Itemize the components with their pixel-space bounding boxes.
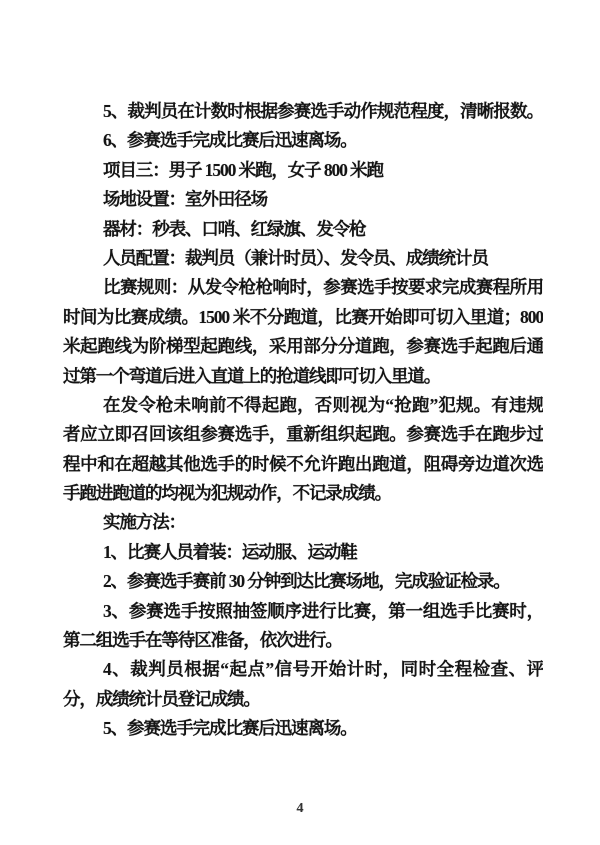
text-line: 4、裁判员根据“起点”信号开始计时，同时全程检查、评: [103, 659, 543, 680]
text-line: 2、参赛选手赛前 30 分钟到达比赛场地，完成验证检录。: [103, 571, 510, 592]
text-line: 5、参赛选手完成比赛后迅速离场。: [103, 718, 357, 739]
text-line: 1、比赛人员着装：运动服、运动鞋: [103, 541, 357, 562]
text-line: 米起跑线为阶梯型起跑线，采用部分分道跑，参赛选手起跑后通: [63, 336, 543, 357]
text-line: 人员配置：裁判员（兼计时员）、发令员、成绩统计员: [103, 247, 488, 268]
text-line: 3、参赛选手按照抽签顺序进行比赛，第一组选手比赛时，: [103, 600, 543, 621]
text-line: 过第一个弯道后进入直道上的抢道线即可切入里道。: [63, 365, 441, 386]
text-line: 程中和在超越其他选手的时候不允许跑出跑道，阻碍旁边道次选: [63, 453, 543, 474]
text-line: 在发令枪未响前不得起跑，否则视为“抢跑”犯规。有违规: [103, 394, 543, 415]
text-line: 场地设置：室外田径场: [103, 189, 267, 210]
document-body: [63, 97, 543, 744]
text-line: 器材：秒表、口哨、红绿旗、发令枪: [103, 218, 366, 239]
text-line: 分，成绩统计员登记成绩。: [63, 688, 260, 709]
text-line: 比赛规则：从发令枪枪响时，参赛选手按要求完成赛程所用: [103, 277, 543, 298]
text-line: 者应立即召回该组参赛选手，重新组织起跑。参赛选手在跑步过: [63, 424, 543, 445]
text-line: 第二组选手在等待区准备，依次进行。: [63, 630, 342, 651]
text-line: 手跑进跑道的均视为犯规动作，不记录成绩。: [63, 483, 391, 504]
text-line: 6、参赛选手完成比赛后迅速离场。: [103, 130, 357, 151]
text-line: 实施方法：: [103, 512, 185, 533]
text-line: 5、裁判员在计数时根据参赛选手动作规范程度，清晰报数。: [103, 101, 543, 121]
page-number: 4: [296, 801, 304, 816]
text-line: 项目三：男子 1500 米跑，女子 800 米跑: [103, 159, 383, 180]
text-line: 时间为比赛成绩。1500 米不分跑道，比赛开始即可切入里道；800: [63, 306, 543, 327]
